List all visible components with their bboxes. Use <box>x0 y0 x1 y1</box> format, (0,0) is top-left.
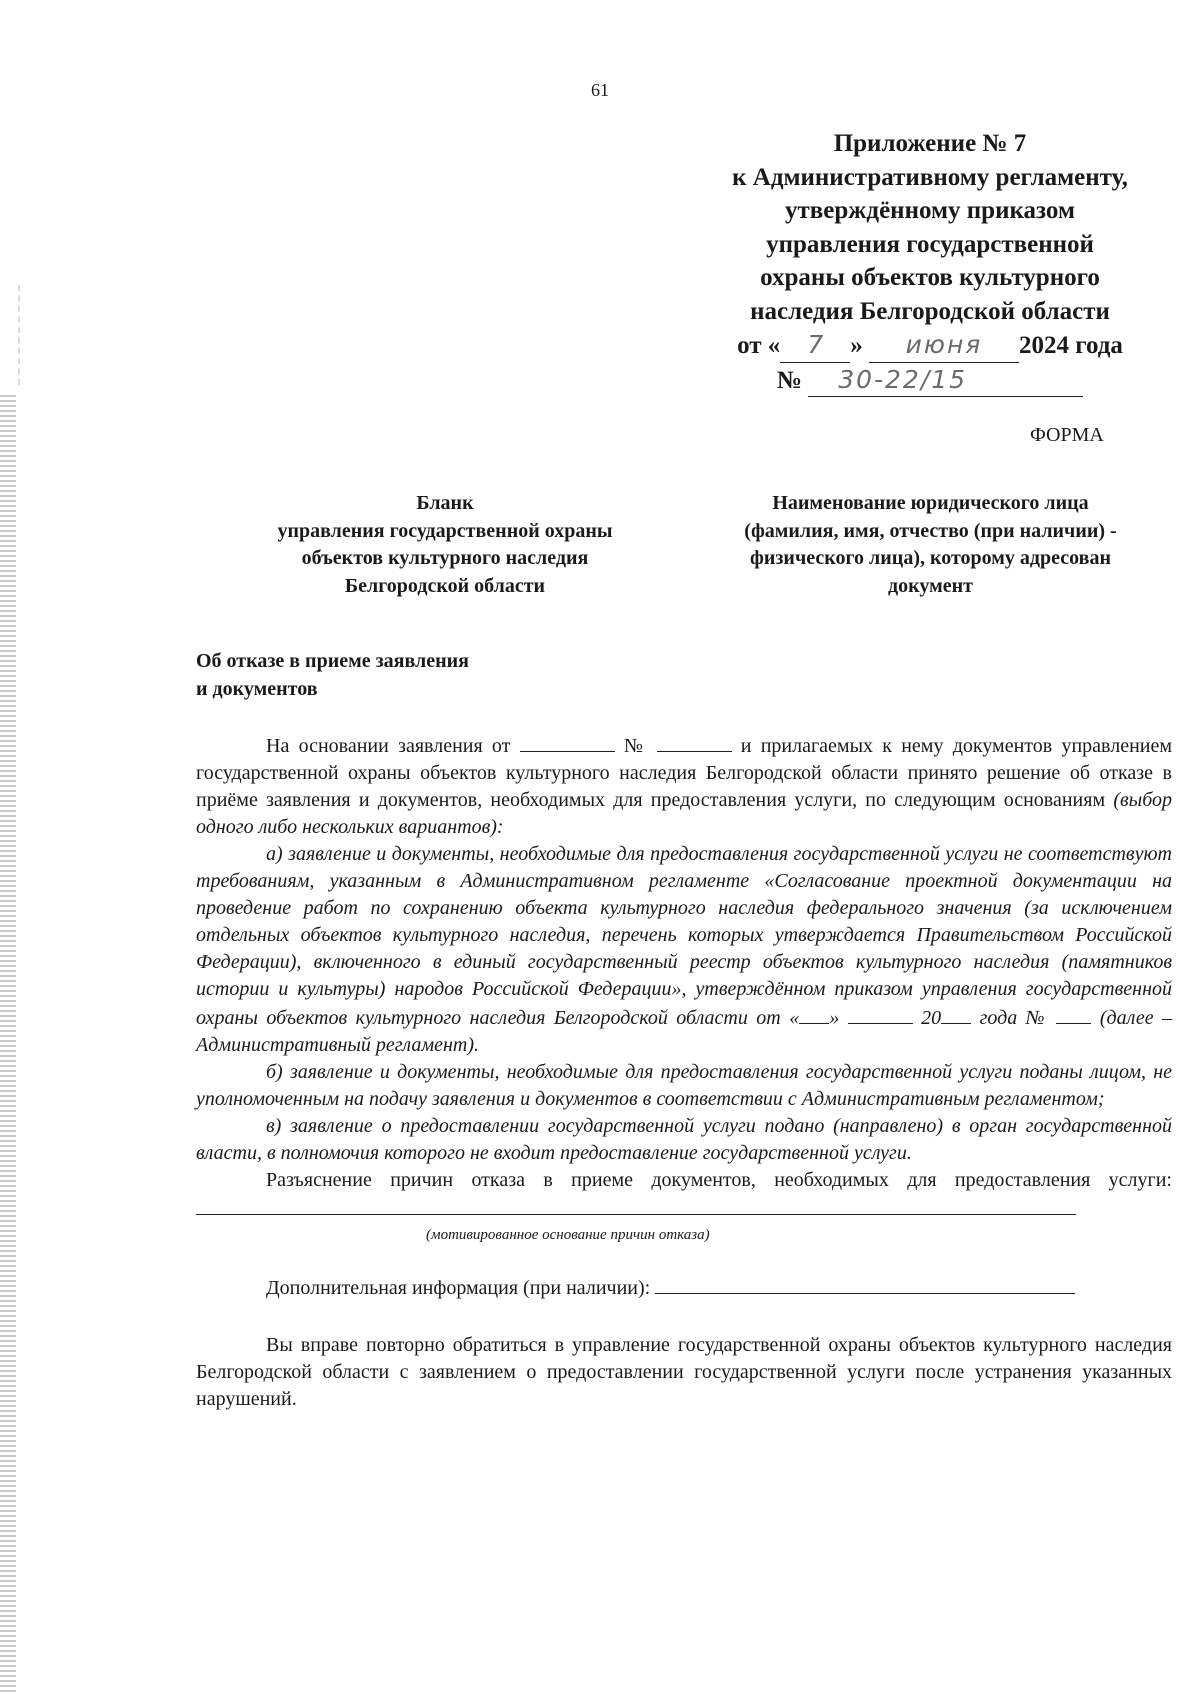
date-suffix: 2024 года <box>1019 332 1123 359</box>
paragraph-additional-info <box>196 1273 1172 1302</box>
addressee-line: Наименование юридического лица <box>772 492 1089 514</box>
paragraph-explanation <box>196 1167 1172 1223</box>
annex-line: утверждённому приказом <box>785 197 1075 224</box>
annex-number-line <box>690 363 1170 398</box>
explanation-text: Разъяснение причин отказа в приеме документов, необходимых для предоставления услуги: <box>266 1169 1172 1191</box>
subject-line: и документов <box>196 677 318 700</box>
order-month-blank <box>848 1003 913 1024</box>
subject-line: Об отказе в приеме заявления <box>196 650 469 672</box>
date-day-handwritten: 7 <box>780 328 850 363</box>
paragraph-reason-a <box>196 841 1172 1059</box>
additional-info-label: Дополнительная информация (при наличии): <box>266 1277 651 1299</box>
order-number-blank <box>1056 1003 1091 1024</box>
paragraph-reason-c: в) заявление о предоставлении государственной услуги подано (направлено) в орган государственной власти, в полномочия которого не входит предоставление государственной услуги. <box>196 1115 1172 1164</box>
basis-choice-note: (выбор одного либо нескольких вариантов): <box>196 789 1173 838</box>
basis-text: На основании заявления от <box>266 735 511 757</box>
reason-a-century: 20 <box>921 1007 942 1029</box>
date-mid: » <box>850 332 863 359</box>
page-number: 61 <box>591 80 609 100</box>
paragraph-reason-b: б) заявление и документы, необходимые для предоставления государственной услуги поданы лицом, не уполномоченным на подачу заявления и документов в соответствии с Административным регламентом; <box>196 1061 1172 1110</box>
annex-date-line <box>690 328 1170 363</box>
spacer <box>196 1245 1172 1273</box>
annex-line: наследия Белгородской области <box>750 297 1110 325</box>
spacer <box>196 1302 1172 1332</box>
order-day-blank <box>799 1003 829 1024</box>
addressee-line: физического лица), которому адресован <box>750 547 1111 569</box>
binding-edge <box>0 395 16 1695</box>
application-date-blank <box>520 731 615 752</box>
blank-line: Бланк <box>416 492 474 514</box>
date-prefix: от « <box>737 332 781 359</box>
additional-info-blank <box>655 1273 1075 1294</box>
blank-header <box>225 490 665 600</box>
annex-line: Приложение № 7 <box>833 130 1027 157</box>
document-body <box>196 731 1172 1413</box>
reason-a-quote-close: » <box>829 1007 840 1029</box>
subject-heading <box>196 648 469 703</box>
annex-header <box>690 127 1170 397</box>
reason-caption: (мотивированное основание причин отказа) <box>426 1227 710 1243</box>
blank-line: Белгородской области <box>344 574 546 597</box>
binding-marks <box>18 285 23 385</box>
paragraph-final: Вы вправе повторно обратиться в управление государственной охраны объектов культурного наследия Белгородской области с заявлением о предоставлении государственной услуги после устранения указанных нарушений. <box>196 1334 1172 1410</box>
date-month-handwritten: июня <box>869 328 1019 363</box>
basis-text-continued: и прилагаемых к нему документов управлением государственной охраны объектов культурного наследия Белгородской области принято решение об отказе в приёме заявления и документов, необходимых для предоставления услуги, по следующим основаниям <box>196 735 1173 811</box>
reason-a-text: а) заявление и документы, необходимые для предоставления государственной услуги не соответствуют требованиям, указанным в Административном регламенте «Согласование проектной документации на проведение работ по сохранению объекта культурного наследия федерального значения (за исключением отдельных объектов культурного наследия, перечень которых утверждается Правительством Российской Федерации), включенного в единый государственный реестр объектов культурного наследия (памятников истории и культуры) народов Российской Федерации», утверждённом приказом управления государственной охраны объектов культурного наследия Белгородской области от « <box>196 843 1172 1029</box>
annex-line: охраны объектов культурного <box>760 264 1100 291</box>
paragraph-basis <box>196 731 1172 841</box>
annex-line: к Административному регламенту, <box>732 163 1128 191</box>
number-prefix: № <box>776 366 802 394</box>
number-handwritten: 30-22/15 <box>808 363 1083 398</box>
blank-line: объектов культурного наследия <box>301 547 589 569</box>
basis-number-sign: № <box>623 735 648 757</box>
annex-line: управления государственной <box>766 230 1094 258</box>
reason-a-number-label: года № <box>979 1007 1048 1029</box>
application-number-blank <box>657 731 732 752</box>
form-label: ФОРМА <box>1030 424 1104 446</box>
reason-blank <box>196 1194 1076 1215</box>
addressee-line: документ <box>888 574 973 597</box>
addressee-line: (фамилия, имя, отчество (при наличии) - <box>744 519 1117 542</box>
reason-a-end: (далее – Административный регламент). <box>196 1007 1173 1056</box>
blank-line: управления государственной охраны <box>277 519 613 542</box>
order-year-blank <box>941 1003 971 1024</box>
addressee-header <box>693 490 1168 600</box>
